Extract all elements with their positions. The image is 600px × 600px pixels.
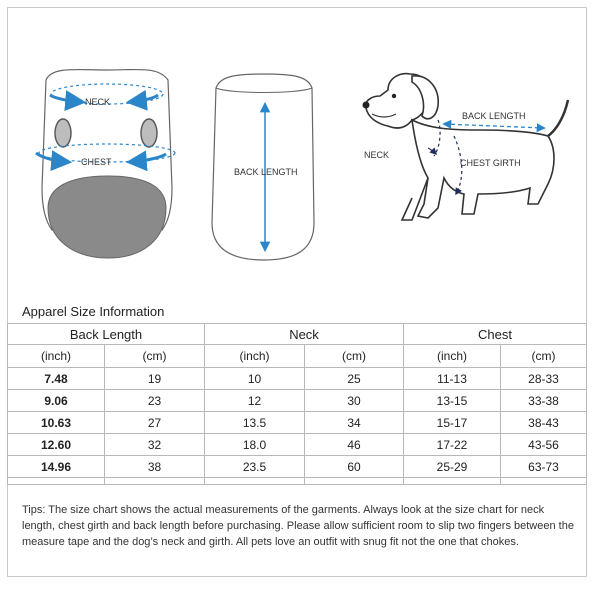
- unit-header: (inch): [205, 345, 305, 368]
- group-header-row: [8, 324, 587, 345]
- table-cell: 38-43: [501, 412, 587, 434]
- table-cell: 60: [305, 456, 404, 478]
- table-cell: 19: [105, 368, 205, 390]
- table-cell: 34: [305, 412, 404, 434]
- table-row: [8, 368, 587, 390]
- table-cell: 28-33: [501, 368, 587, 390]
- table-cell: 12.60: [8, 434, 105, 456]
- table-cell: 23.5: [205, 456, 305, 478]
- group-header-chest: Chest: [404, 324, 587, 345]
- table-cell: 17-22: [404, 434, 501, 456]
- unit-header: (cm): [305, 345, 404, 368]
- table-row: [8, 412, 587, 434]
- table-cell: 14.96: [8, 456, 105, 478]
- dog-back-length-label: BACK LENGTH: [462, 111, 526, 121]
- table-cell: 46: [305, 434, 404, 456]
- unit-header: (inch): [404, 345, 501, 368]
- table-cell: 10.63: [8, 412, 105, 434]
- tips-paragraph: Tips: The size chart shows the actual measurements of the garments. Always look at the size chart for neck length, chest girth and back length before purchasing. Please allow sufficient room to slip two fingers between the measure tape and the dog’s neck and girth. All pets love an outfit with snug fit not the one that chokes.: [22, 504, 574, 548]
- table-cell: 32: [105, 434, 205, 456]
- table-cell: 30: [305, 390, 404, 412]
- measurement-illustrations: [8, 8, 586, 298]
- table-cell: 38: [105, 456, 205, 478]
- table-cell: 25: [305, 368, 404, 390]
- table-cell: 9.06: [8, 390, 105, 412]
- table-cell: 27: [105, 412, 205, 434]
- table-row: [8, 390, 587, 412]
- unit-header-row: [8, 345, 587, 368]
- table-spacer-row: [8, 478, 587, 485]
- table-cell: 33-38: [501, 390, 587, 412]
- unit-header: (cm): [105, 345, 205, 368]
- illustration-area: [8, 8, 586, 298]
- table-cell: 25-29: [404, 456, 501, 478]
- table-title: Apparel Size Information: [22, 304, 165, 319]
- dog-illustration: [363, 74, 569, 220]
- table-cell: 13.5: [205, 412, 305, 434]
- group-header-neck: Neck: [205, 324, 404, 345]
- group-header-back-length: Back Length: [8, 324, 205, 345]
- size-table: [7, 323, 587, 485]
- table-cell: 7.48: [8, 368, 105, 390]
- front-chest-label: CHEST: [81, 157, 112, 167]
- table-cell: 12: [205, 390, 305, 412]
- unit-header: (cm): [501, 345, 587, 368]
- dog-neck-label: NECK: [364, 150, 390, 160]
- table-cell: 63-73: [501, 456, 587, 478]
- table-row: [8, 434, 587, 456]
- table-row: [8, 456, 587, 478]
- table-cell: 10: [205, 368, 305, 390]
- table-cell: 43-56: [501, 434, 587, 456]
- front-neck-label: NECK: [85, 97, 111, 107]
- table-cell: 18.0: [205, 434, 305, 456]
- unit-header: (inch): [8, 345, 105, 368]
- back-length-label: BACK LENGTH: [234, 167, 298, 177]
- dog-chest-girth-label: CHEST GIRTH: [460, 158, 521, 168]
- table-cell: 13-15: [404, 390, 501, 412]
- table-cell: 11-13: [404, 368, 501, 390]
- table-cell: 15-17: [404, 412, 501, 434]
- table-cell: 23: [105, 390, 205, 412]
